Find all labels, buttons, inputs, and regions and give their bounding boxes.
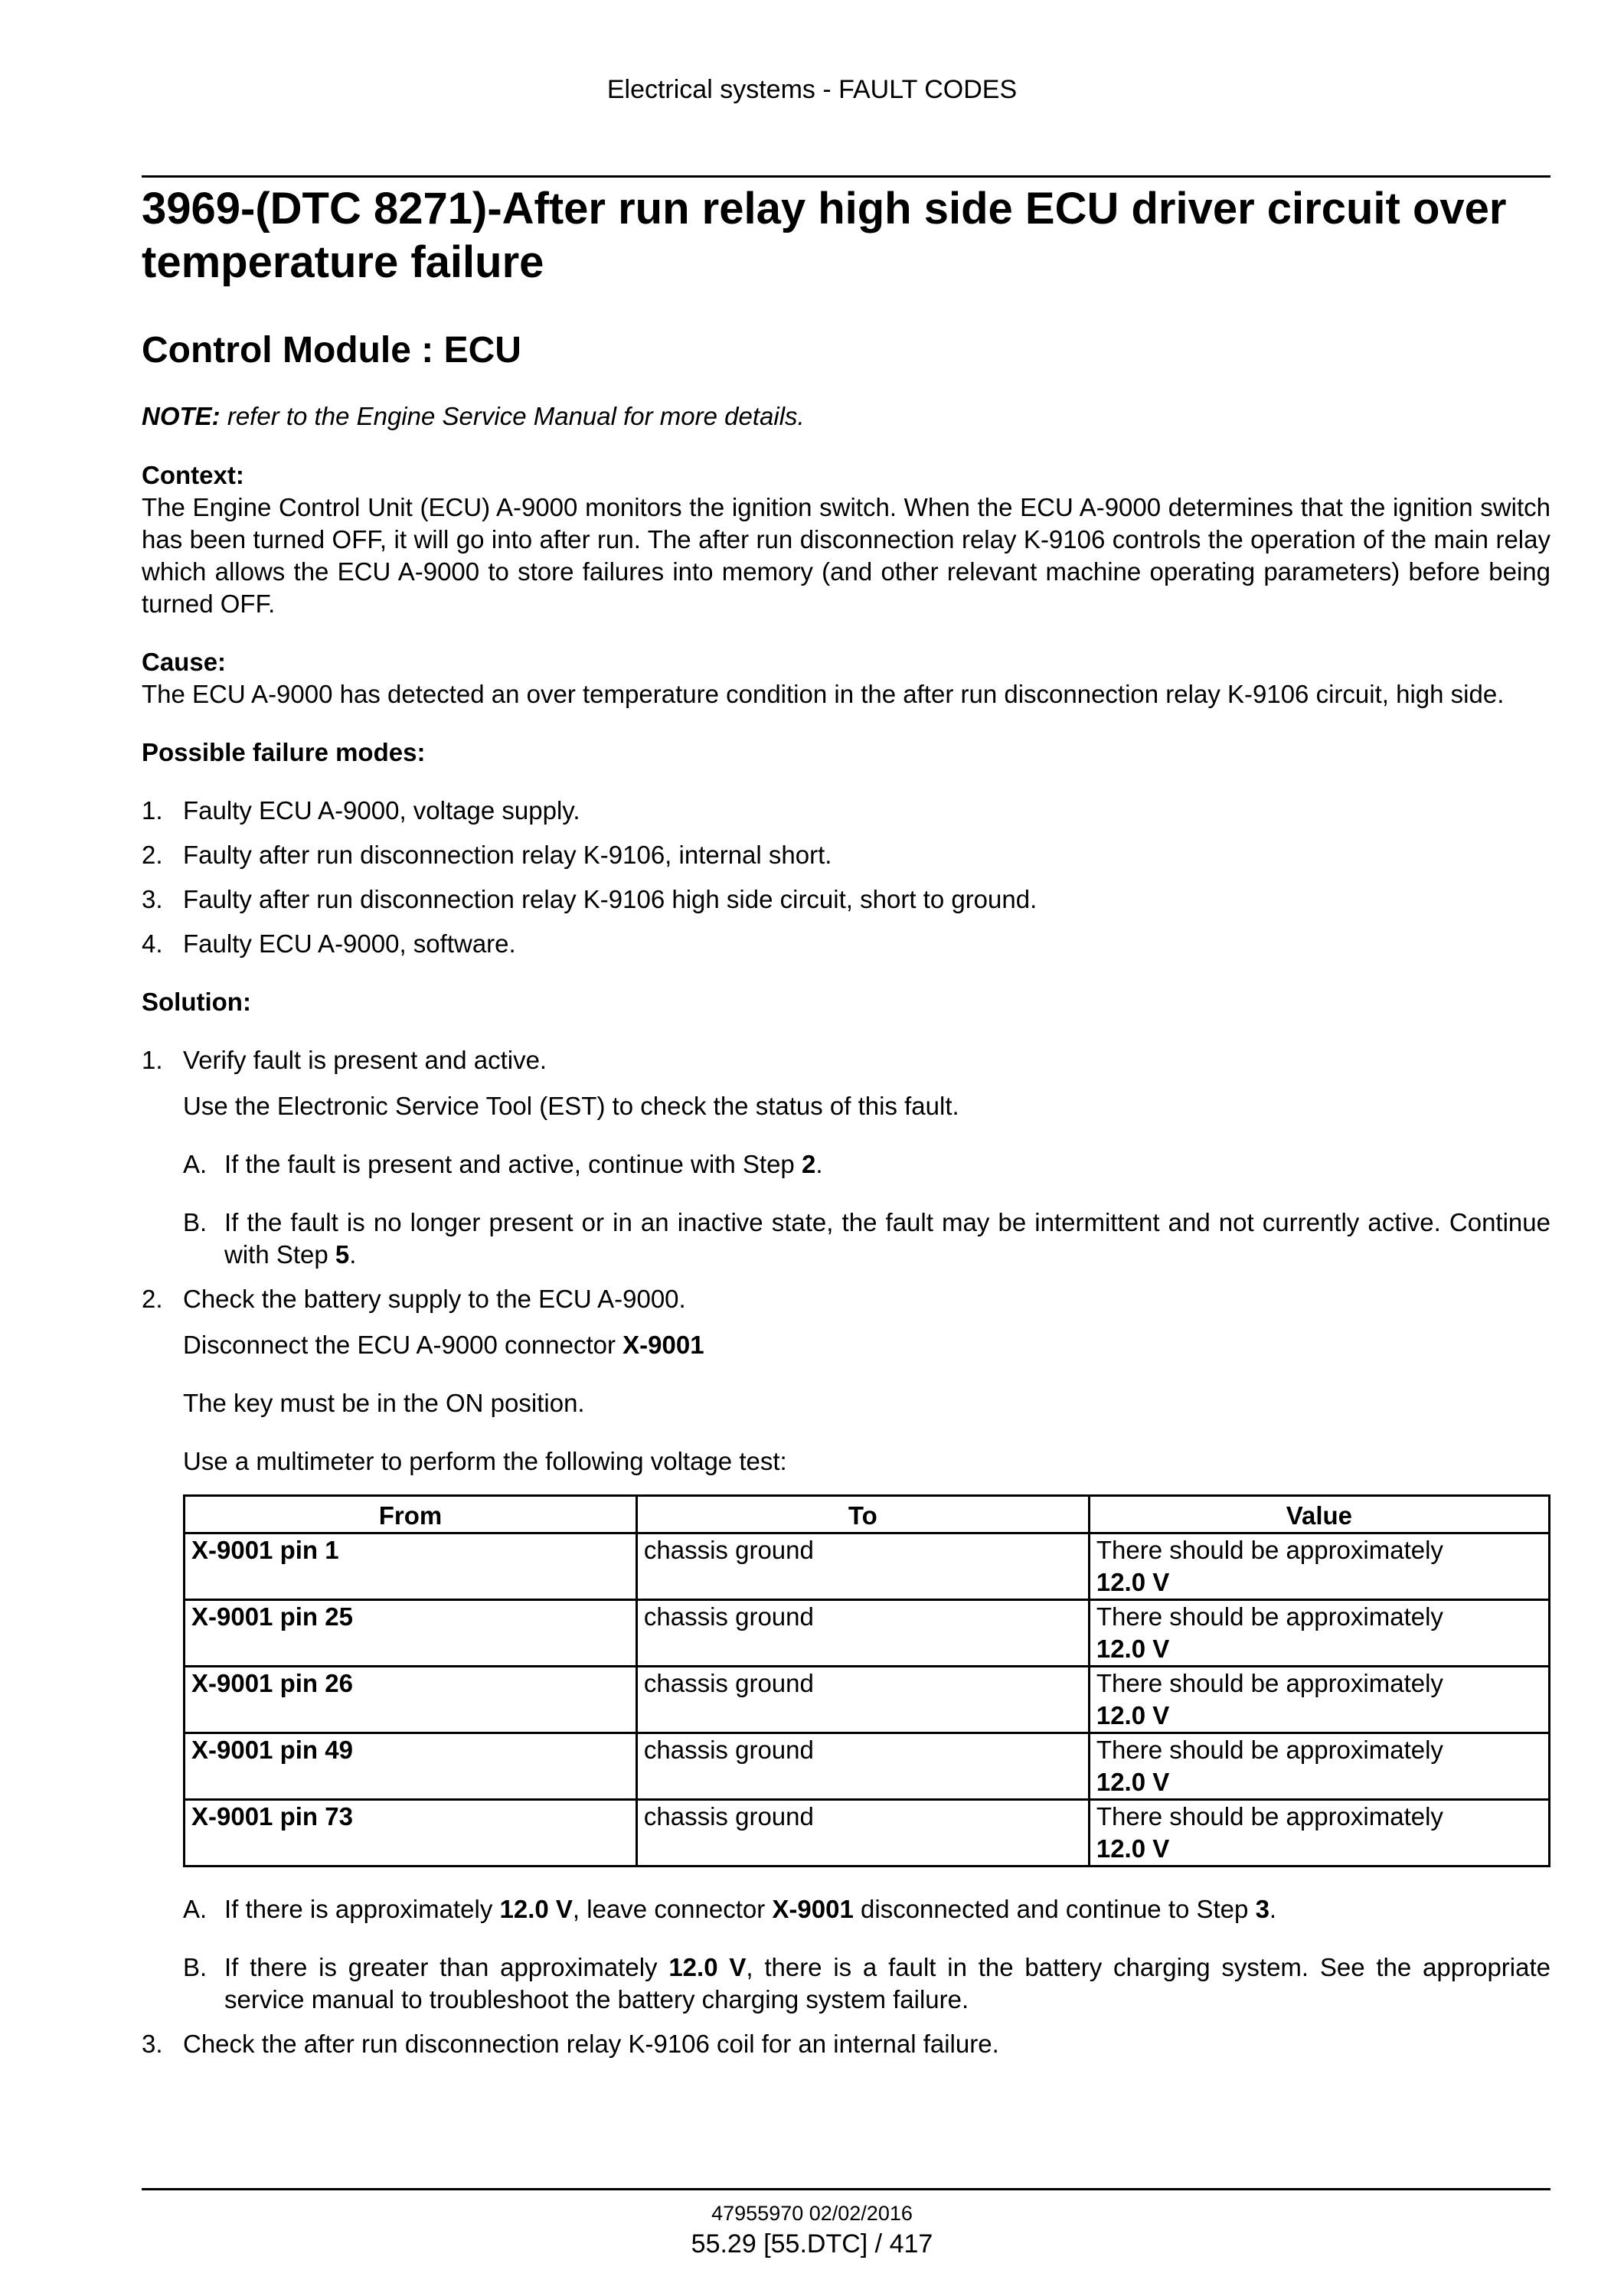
table-row — [185, 1533, 1550, 1600]
value-text: There should be approximately — [1096, 1669, 1443, 1697]
table-row — [185, 1800, 1550, 1867]
cell-to: chassis ground — [636, 1533, 1089, 1600]
note-text: refer to the Engine Service Manual for more details. — [220, 402, 805, 430]
list-item — [142, 839, 1550, 871]
cause-section — [142, 646, 1550, 710]
cell-value — [1089, 1733, 1549, 1800]
note — [142, 400, 1550, 433]
option-text: If there is greater than approximately — [224, 1953, 669, 1981]
context-section — [142, 459, 1550, 620]
failure-modes-list — [142, 795, 1550, 960]
value-voltage: 12.0 V — [1096, 1768, 1170, 1796]
step-2-para-3: Use a multimeter to perform the following voltage test: — [183, 1447, 787, 1475]
table-row — [185, 1733, 1550, 1800]
voltage-value: 12.0 V — [499, 1895, 573, 1923]
cell-from: X-9001 pin 26 — [185, 1667, 637, 1733]
list-item — [142, 795, 1550, 827]
running-header: Electrical systems - FAULT CODES — [606, 75, 1018, 104]
option-text-end: . — [349, 1240, 357, 1269]
cell-from: X-9001 pin 1 — [185, 1533, 637, 1600]
step-2 — [142, 1283, 1550, 1315]
value-text: There should be approximately — [1096, 1802, 1443, 1831]
cell-value — [1089, 1800, 1549, 1867]
option-letter: A. — [183, 1150, 207, 1178]
table-header-row — [185, 1496, 1550, 1533]
page-content — [142, 178, 1550, 2072]
cause-label: Cause: — [142, 648, 227, 676]
list-number: 3. — [142, 885, 163, 913]
cell-value — [1089, 1600, 1549, 1667]
step-2-para-1 — [183, 1329, 1550, 1361]
list-item — [142, 928, 1550, 960]
context-label: Context: — [142, 461, 244, 489]
step-number: 3. — [142, 2030, 163, 2058]
cell-to: chassis ground — [636, 1667, 1089, 1733]
column-header-to: To — [636, 1496, 1089, 1533]
document-id: 47955970 02/02/2016 — [711, 2202, 913, 2225]
step-1 — [142, 1044, 1550, 1076]
step-1-body — [183, 1090, 1550, 1271]
connector-id: X-9001 — [772, 1895, 854, 1923]
list-text: Faulty ECU A-9000, voltage supply. — [183, 796, 580, 825]
step-reference: 3 — [1255, 1895, 1269, 1923]
step-text: Check the battery supply to the ECU A-9000. — [183, 1285, 686, 1313]
option-letter: B. — [183, 1208, 207, 1236]
cell-value — [1089, 1667, 1549, 1733]
option-text-end: . — [815, 1150, 823, 1178]
step-reference: 2 — [801, 1150, 816, 1178]
value-text: There should be approximately — [1096, 1602, 1443, 1631]
voltage-value: 12.0 V — [668, 1953, 747, 1981]
cell-from: X-9001 pin 25 — [185, 1600, 637, 1667]
voltage-test-table — [183, 1494, 1550, 1867]
value-voltage: 12.0 V — [1096, 1701, 1170, 1729]
note-label: NOTE: — [142, 402, 221, 430]
step-2-para-2: The key must be in the ON position. — [183, 1389, 585, 1417]
list-number: 2. — [142, 841, 163, 869]
cause-text: The ECU A-9000 has detected an over temperature condition in the after run disconnection relay K-9106 circuit, high side. — [142, 680, 1505, 708]
option-text: , there is a fault in the battery charging system. See the appropriate service manual to troubleshoot the battery charging system failure. — [224, 1953, 1550, 2013]
solution-label: Solution: — [142, 988, 251, 1016]
list-text: Faulty ECU A-9000, software. — [183, 929, 516, 958]
value-text: There should be approximately — [1096, 1736, 1443, 1764]
connector-id: X-9001 — [622, 1331, 704, 1359]
value-text: There should be approximately — [1096, 1536, 1443, 1564]
failure-modes-section — [142, 736, 1550, 960]
step-1-option-b — [183, 1207, 1550, 1271]
value-voltage: 12.0 V — [1096, 1635, 1170, 1663]
failure-modes-label: Possible failure modes: — [142, 738, 426, 766]
table-row — [185, 1667, 1550, 1733]
solution-section — [142, 986, 1550, 2060]
cell-to: chassis ground — [636, 1600, 1089, 1667]
list-text: Faulty after run disconnection relay K-9106 high side circuit, short to ground. — [183, 885, 1037, 913]
context-text: The Engine Control Unit (ECU) A-9000 monitors the ignition switch. When the ECU A-9000 determines that the ignition switch has been turned OFF, it will go into after run. The after run disconnection relay K-9106 controls the operation of the main relay which allows the ECU A-9000 to store failures into memory (and other relevant machine operating parameters) before being turned OFF. — [142, 493, 1550, 618]
page-title: 3969-(DTC 8271)-After run relay high side ECU driver circuit over temperature failure — [142, 184, 1507, 287]
list-item — [142, 883, 1550, 916]
step-2-option-b — [183, 1951, 1550, 2016]
list-number: 1. — [142, 796, 163, 825]
step-text: Verify fault is present and active. — [183, 1046, 547, 1074]
step-2-body — [183, 1329, 1550, 2016]
step-number: 1. — [142, 1046, 163, 1074]
para-text: Disconnect the ECU A-9000 connector — [183, 1331, 623, 1359]
footer-rule — [142, 2188, 1550, 2190]
step-text: Check the after run disconnection relay K-9106 coil for an internal failure. — [183, 2030, 999, 2058]
option-letter: A. — [183, 1895, 207, 1923]
step-number: 2. — [142, 1285, 163, 1313]
option-text: disconnected and continue to Step — [853, 1895, 1256, 1923]
step-1-option-a — [183, 1148, 1550, 1181]
list-text: Faulty after run disconnection relay K-9106, internal short. — [183, 841, 832, 869]
option-text: If the fault is no longer present or in an inactive state, the fault may be intermittent and not currently active. Continue with Step — [224, 1208, 1550, 1269]
option-letter: B. — [183, 1953, 207, 1981]
step-3 — [142, 2028, 1550, 2060]
value-voltage: 12.0 V — [1096, 1834, 1170, 1863]
cell-to: chassis ground — [636, 1733, 1089, 1800]
cell-value — [1089, 1533, 1549, 1600]
option-text: , leave connector — [572, 1895, 773, 1923]
column-header-from: From — [185, 1496, 637, 1533]
step-2-option-a — [183, 1893, 1550, 1925]
column-header-value: Value — [1089, 1496, 1549, 1533]
option-text-end: . — [1269, 1895, 1277, 1923]
control-module-heading: Control Module : ECU — [142, 330, 521, 371]
list-number: 4. — [142, 929, 163, 958]
table-row — [185, 1600, 1550, 1667]
option-text: If the fault is present and active, continue with Step — [224, 1150, 802, 1178]
page-number: 55.29 [55.DTC] / 417 — [691, 2229, 933, 2258]
step-1-para: Use the Electronic Service Tool (EST) to check the status of this fault. — [183, 1092, 959, 1120]
step-reference: 5 — [335, 1240, 350, 1269]
cell-from: X-9001 pin 49 — [185, 1733, 637, 1800]
cell-to: chassis ground — [636, 1800, 1089, 1867]
option-text: If there is approximately — [224, 1895, 500, 1923]
value-voltage: 12.0 V — [1096, 1568, 1170, 1596]
cell-from: X-9001 pin 73 — [185, 1800, 637, 1867]
